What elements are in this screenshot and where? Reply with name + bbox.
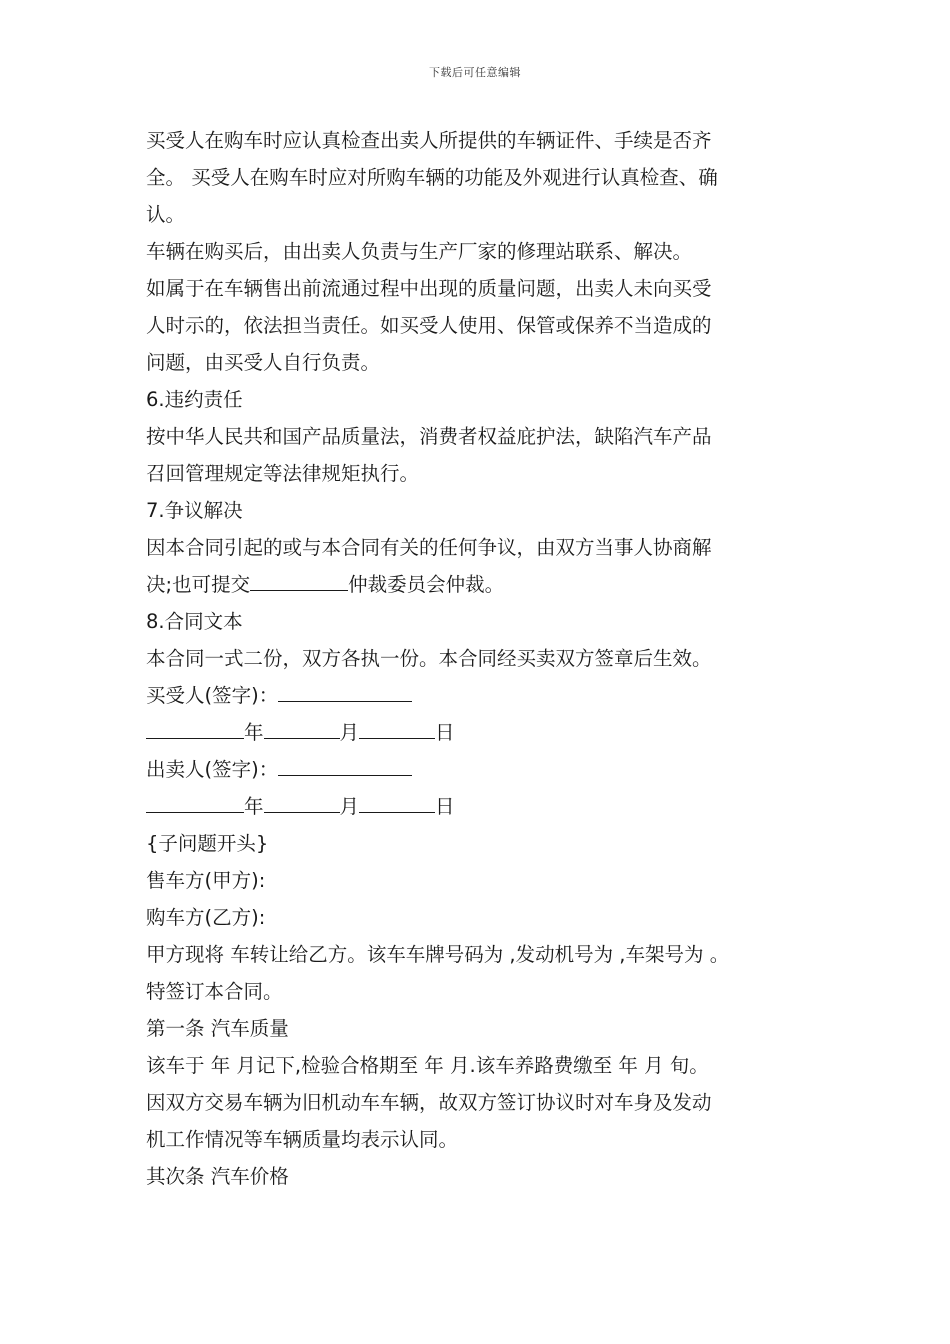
arbitration-line <box>146 566 811 603</box>
text-line: 如属于在车辆售出前流通过程中出现的质量问题，出卖人未向买受 <box>146 277 712 300</box>
arbitration-prefix: 决;也可提交 <box>146 573 251 596</box>
seller-sign-label: 出卖人(签字)： <box>146 758 279 781</box>
seller-date-line <box>146 788 811 825</box>
month-label: 月 <box>339 721 360 744</box>
buyer-date-line <box>146 714 811 751</box>
text-line: 全。 买受人在购车时应对所购车辆的功能及外观进行认真检查、确 <box>146 166 718 189</box>
text-line: 认。 <box>146 203 186 226</box>
day-label: 日 <box>435 721 455 744</box>
text-line: 按中华人民共和国产品质量法，消费者权益庇护法，缺陷汽车产品 <box>146 425 712 448</box>
seller-signature-blank[interactable] <box>278 757 412 776</box>
section-title: 6.违约责任 <box>146 388 243 411</box>
text-line: 本合同一式二份，双方各执一份。本合同经买卖双方签章后生效。 <box>146 647 712 670</box>
month-label: 月 <box>339 795 360 818</box>
arbitration-suffix: 仲裁委员会仲裁。 <box>348 573 505 596</box>
text-line: 车辆在购买后，由出卖人负责与生产厂家的修理站联系、解决。 <box>146 240 693 263</box>
text-line: 购车方(乙方): <box>146 906 266 929</box>
year-blank[interactable] <box>146 720 244 739</box>
year-blank[interactable] <box>146 794 244 813</box>
day-label: 日 <box>435 795 455 818</box>
text-line: 该车于 年 月记下,检验合格期至 年 月.该车养路费缴至 年 月 旬。 <box>146 1054 709 1077</box>
text-line: 甲方现将 车转让给乙方。该车车牌号码为 ,发动机号为 ,车架号为 。 <box>146 943 730 966</box>
section-title: 7.争议解决 <box>146 499 243 522</box>
text-line: 问题，由买受人自行负责。 <box>146 351 381 374</box>
text-line: 因本合同引起的或与本合同有关的任何争议，由双方当事人协商解 <box>146 536 712 559</box>
day-blank[interactable] <box>359 720 435 739</box>
page-header: 下载后可任意编辑 <box>429 66 521 79</box>
buyer-signature-line <box>146 677 811 714</box>
month-blank[interactable] <box>264 794 340 813</box>
text-line: 售车方(甲方): <box>146 869 266 892</box>
text-line: 机工作情况等车辆质量均表示认同。 <box>146 1128 459 1151</box>
text-line: 人时示的，依法担当责任。如买受人使用、保管或保养不当造成的 <box>146 314 712 337</box>
day-blank[interactable] <box>359 794 435 813</box>
text-line: 因双方交易车辆为旧机动车车辆，故双方签订协议时对车身及发动 <box>146 1091 712 1114</box>
section-title: 8.合同文本 <box>146 610 243 633</box>
document-body <box>146 122 811 1195</box>
month-blank[interactable] <box>264 720 340 739</box>
seller-signature-line <box>146 751 811 788</box>
buyer-sign-label: 买受人(签字)： <box>146 684 279 707</box>
arbitration-blank[interactable] <box>250 572 348 591</box>
section-title: 第一条 汽车质量 <box>146 1017 289 1040</box>
text-line: 买受人在购车时应认真检查出卖人所提供的车辆证件、手续是否齐 <box>146 129 712 152</box>
text-line: 特签订本合同。 <box>146 980 283 1003</box>
year-label: 年 <box>244 721 264 744</box>
section-title: 其次条 汽车价格 <box>146 1165 289 1188</box>
text-line: {子问题开头} <box>146 832 269 855</box>
year-label: 年 <box>244 795 264 818</box>
buyer-signature-blank[interactable] <box>278 683 412 702</box>
text-line: 召回管理规定等法律规矩执行。 <box>146 462 420 485</box>
